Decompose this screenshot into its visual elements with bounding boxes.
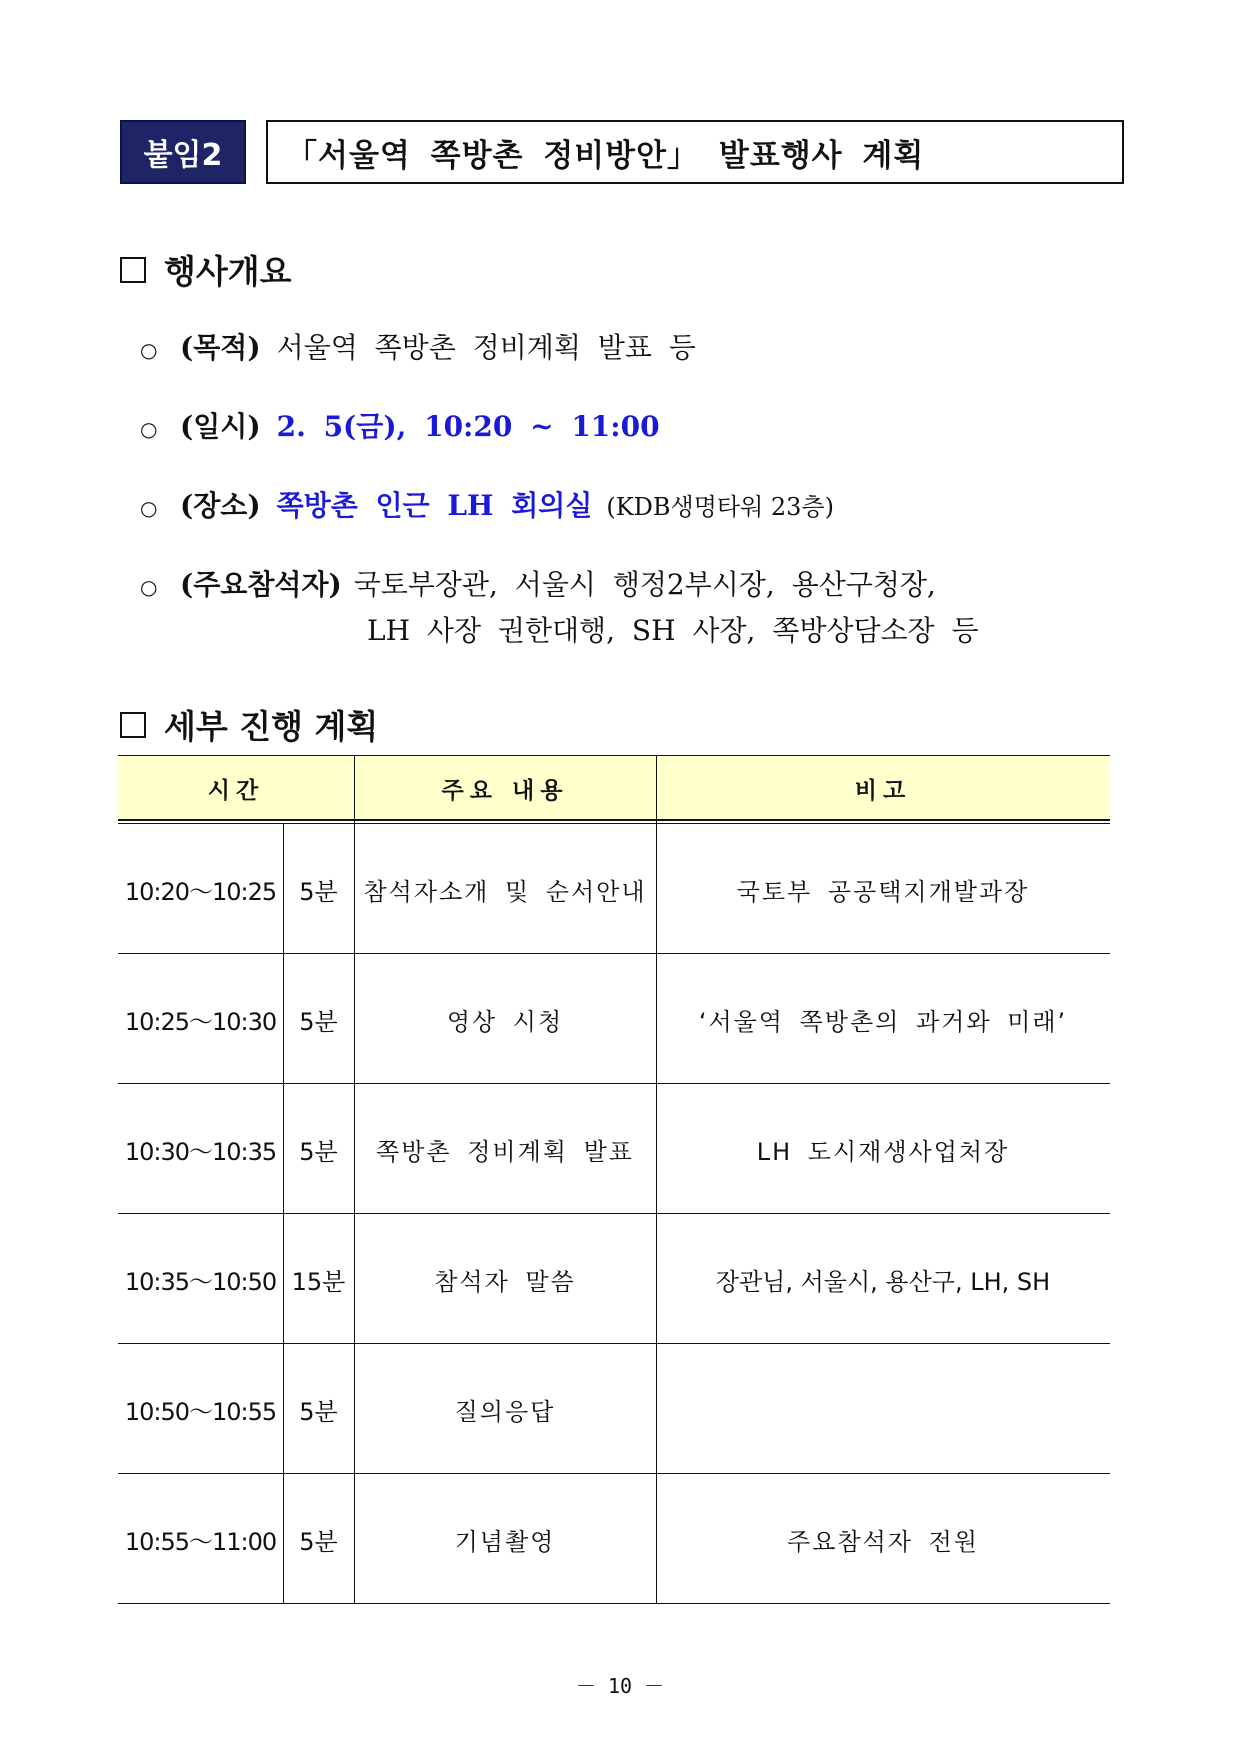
bullet-attendees xyxy=(140,563,936,603)
attendees-label: (주요참석자) xyxy=(180,568,342,601)
column-header-content: 주요 내용 xyxy=(441,777,569,804)
document-title: 「서울역 쪽방촌 정비방안」 발표행사 계획 xyxy=(266,120,1124,184)
attendees-line1: 국토부장관, 서울시 행정2부시장, 용산구청장, xyxy=(353,568,936,601)
circle-bullet-icon: ○ xyxy=(140,575,158,599)
content-cell: 기념촬영 xyxy=(454,1527,556,1556)
circle-bullet-icon: ○ xyxy=(140,417,158,441)
column-header-time: 시간 xyxy=(207,777,265,804)
content-cell: 질의응답 xyxy=(454,1397,556,1426)
note-cell: 국토부 공공택지개발과장 xyxy=(736,877,1030,906)
time-cell: 10:35～10:50 xyxy=(124,1267,277,1296)
place-note: (KDB생명타워 23층) xyxy=(606,493,834,521)
note-cell: 주요참석자 전원 xyxy=(787,1527,979,1556)
duration-cell: 15분 xyxy=(291,1267,346,1296)
section-schedule-title: 세부 진행 계획 xyxy=(164,707,379,746)
datetime-value: 2. 5(금), 10:20 ~ 11:00 xyxy=(276,410,660,443)
time-cell: 10:25～10:30 xyxy=(124,1007,277,1036)
duration-cell: 5분 xyxy=(299,1007,338,1036)
table-row xyxy=(118,1214,1110,1344)
place-label: (장소) xyxy=(180,489,261,522)
section-heading-overview xyxy=(120,246,292,293)
bullet-datetime xyxy=(140,405,660,445)
place-value: 쪽방촌 인근 LH 회의실 xyxy=(276,489,593,522)
circle-bullet-icon: ○ xyxy=(140,338,158,362)
table-header xyxy=(118,755,1110,819)
duration-cell: 5분 xyxy=(299,1527,338,1556)
column-header-note: 비고 xyxy=(854,777,912,804)
bullet-purpose xyxy=(140,326,696,366)
table-row xyxy=(118,954,1110,1084)
time-cell: 10:20～10:25 xyxy=(124,877,277,906)
attachment-badge: 붙임2 xyxy=(120,120,246,184)
note-cell: LH 도시재생사업처장 xyxy=(756,1137,1010,1166)
table-row xyxy=(118,1344,1110,1474)
table-row xyxy=(118,1474,1110,1604)
content-cell: 참석자 말씀 xyxy=(434,1267,576,1296)
table-row xyxy=(118,824,1110,954)
duration-cell: 5분 xyxy=(299,877,338,906)
duration-cell: 5분 xyxy=(299,1137,338,1166)
table-row xyxy=(118,1084,1110,1214)
time-cell: 10:50～10:55 xyxy=(124,1397,277,1426)
circle-bullet-icon: ○ xyxy=(140,496,158,520)
note-cell: 장관님, 서울시, 용산구, LH, SH xyxy=(715,1267,1051,1296)
datetime-label: (일시) xyxy=(180,410,261,443)
time-cell: 10:30～10:35 xyxy=(124,1137,277,1166)
attendees-line2: LH 사장 권한대행, SH 사장, 쪽방상담소장 등 xyxy=(367,614,979,647)
note-cell xyxy=(656,1344,1110,1474)
purpose-value: 서울역 쪽방촌 정비계획 발표 등 xyxy=(276,331,696,364)
section-heading-schedule xyxy=(120,701,378,748)
note-cell: ‘서울역 쪽방촌의 과거와 미래’ xyxy=(698,1007,1068,1036)
purpose-label: (목적) xyxy=(180,331,261,364)
time-cell: 10:55～11:00 xyxy=(124,1527,277,1556)
checkbox-square-icon xyxy=(120,712,146,738)
bullet-place xyxy=(140,484,834,524)
content-cell: 영상 시청 xyxy=(446,1007,564,1036)
content-cell: 쪽방촌 정비계획 발표 xyxy=(376,1137,634,1166)
content-cell: 참석자소개 및 순서안내 xyxy=(363,877,647,906)
section-overview-title: 행사개요 xyxy=(164,252,292,291)
page-number: － 10 － xyxy=(575,1674,665,1698)
duration-cell: 5분 xyxy=(299,1397,338,1426)
checkbox-square-icon xyxy=(120,257,146,283)
